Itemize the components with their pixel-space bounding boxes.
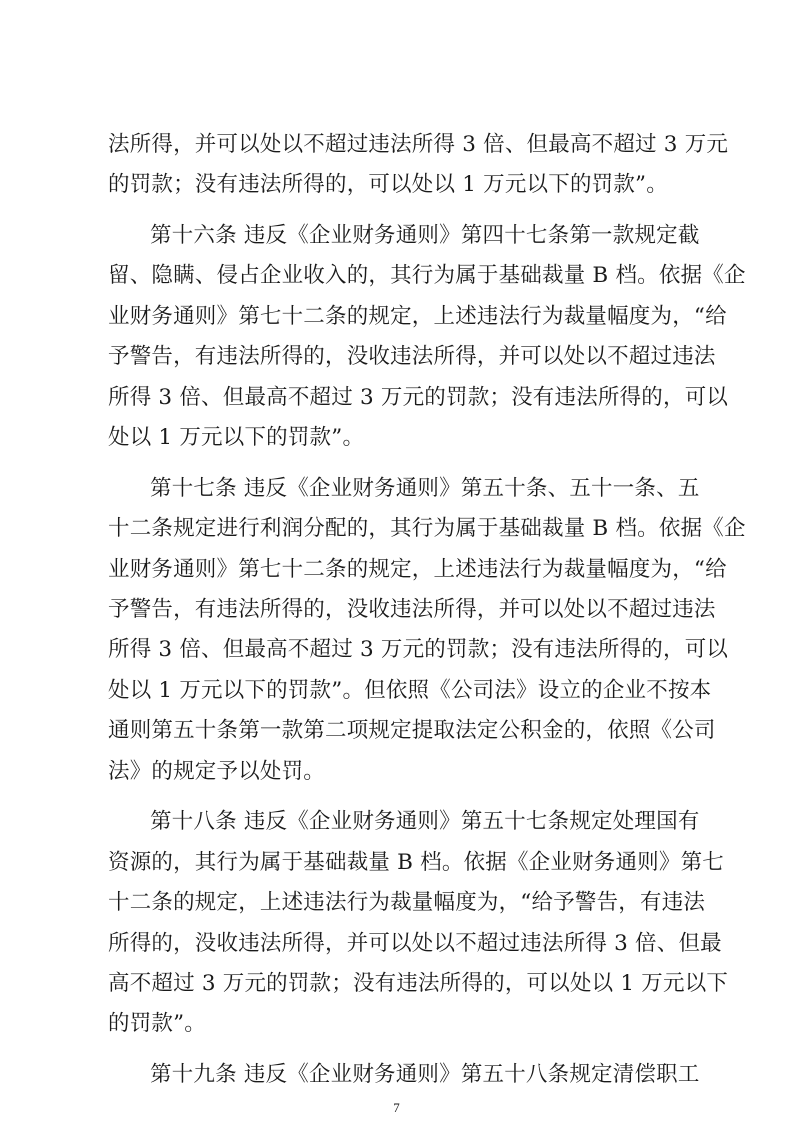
text-line: 处以 1 万元以下的罚款”。 bbox=[108, 425, 365, 450]
text-line: 的罚款；没有违法所得的，可以处以 1 万元以下的罚款”。 bbox=[108, 172, 668, 197]
text-line: 留、隐瞒、侵占企业收入的，其行为属于基础裁量 B 档。依据《企 bbox=[108, 263, 746, 288]
article-17-heading-line: 第十七条 违反《企业财务通则》第五十条、五十一条、五 bbox=[150, 476, 700, 501]
article-16-heading-line: 第十六条 违反《企业财务通则》第四十七条第一款规定截 bbox=[150, 223, 700, 248]
text-line: 高不超过 3 万元的罚款；没有违法所得的，可以处以 1 万元以下 bbox=[108, 971, 729, 996]
text-line: 予警告，有违法所得的，没收违法所得，并可以处以不超过违法 bbox=[108, 344, 716, 369]
text-line: 所得 3 倍、但最高不超过 3 万元的罚款；没有违法所得的，可以 bbox=[108, 385, 729, 410]
text-line: 处以 1 万元以下的罚款”。但依照《公司法》设立的企业不按本 bbox=[108, 678, 712, 703]
text-line: 业财务通则》第七十二条的规定，上述违法行为裁量幅度为，“给 bbox=[108, 557, 727, 582]
text-line: 法》的规定予以处罚。 bbox=[108, 759, 326, 784]
text-line: 的罚款”。 bbox=[108, 1011, 206, 1036]
page-number: 7 bbox=[393, 1100, 400, 1115]
text-line: 所得 3 倍、但最高不超过 3 万元的罚款；没有违法所得的，可以 bbox=[108, 637, 729, 662]
text-line: 予警告，有违法所得的，没收违法所得，并可以处以不超过违法 bbox=[108, 597, 716, 622]
text-line: 资源的，其行为属于基础裁量 B 档。依据《企业财务通则》第七 bbox=[108, 850, 724, 875]
text-line: 十二条规定进行利润分配的，其行为属于基础裁量 B 档。依据《企 bbox=[108, 516, 746, 541]
text-line: 法所得，并可以处以不超过违法所得 3 倍、但最高不超过 3 万元 bbox=[108, 132, 729, 157]
article-19-heading-line: 第十九条 违反《企业财务通则》第五十八条规定清偿职工 bbox=[150, 1062, 700, 1087]
text-line: 所得的，没收违法所得，并可以处以不超过违法所得 3 倍、但最 bbox=[108, 931, 722, 956]
text-line: 十二条的规定，上述违法行为裁量幅度为，“给予警告，有违法 bbox=[108, 890, 706, 915]
article-18-heading-line: 第十八条 违反《企业财务通则》第五十七条规定处理国有 bbox=[150, 809, 700, 834]
text-line: 通则第五十条第一款第二项规定提取法定公积金的，依照《公司 bbox=[108, 718, 716, 743]
text-line: 业财务通则》第七十二条的规定，上述违法行为裁量幅度为，“给 bbox=[108, 304, 727, 329]
